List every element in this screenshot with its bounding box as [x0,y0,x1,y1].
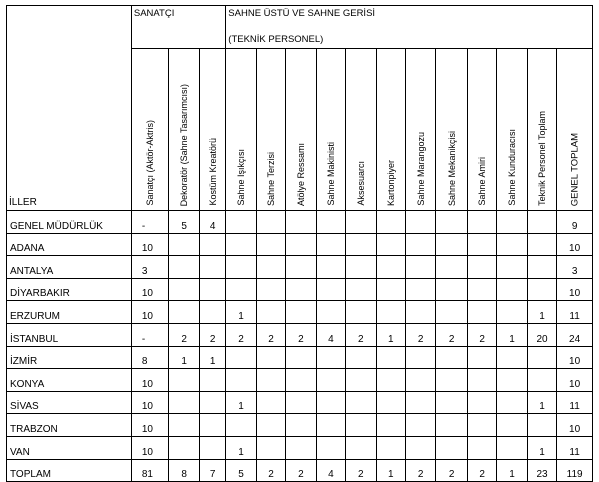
row-province: GENEL MÜDÜRLÜK [7,211,132,234]
table-cell [256,391,285,414]
table-cell [256,256,285,279]
table-row [7,369,593,392]
table-cell [405,391,435,414]
table-cell: 2 [256,323,285,346]
column-header [527,49,556,211]
table-cell [467,346,496,369]
table-cell: 10 [557,278,593,301]
table-row [7,323,593,346]
table-cell [436,369,467,392]
table-cell: 9 [557,211,593,234]
table-cell: 119 [557,459,593,482]
table-cell [226,346,256,369]
table-cell [436,391,467,414]
table-cell: 2 [405,323,435,346]
table-cell: 2 [286,323,316,346]
table-row [7,346,593,369]
table-cell [346,233,376,256]
table-cell [405,233,435,256]
table-cell: 1 [527,391,556,414]
column-header [405,49,435,211]
table-cell [286,233,316,256]
table-cell [527,369,556,392]
table-row [7,256,593,279]
table-cell [467,369,496,392]
table-cell: 2 [467,459,496,482]
table-cell [316,211,345,234]
table-cell: 8 [131,346,169,369]
table-cell: 3 [557,256,593,279]
table-cell [316,369,345,392]
table-cell: 2 [346,459,376,482]
table-row [7,459,593,482]
column-header-label: Teknik Personel Toplam [537,111,547,206]
table-cell [256,301,285,324]
table-cell: - [131,211,169,234]
table-cell: 1 [226,301,256,324]
table-cell [497,414,527,437]
table-cell [316,391,345,414]
table-cell [346,211,376,234]
table-cell: 10 [131,278,169,301]
table-cell [436,436,467,459]
table-cell: 10 [131,369,169,392]
table-cell [199,391,225,414]
table-cell: 2 [405,459,435,482]
table-cell: 1 [527,436,556,459]
table-cell [256,436,285,459]
table-cell: 5 [169,211,199,234]
column-header-label: Atölye Ressamı [295,142,306,206]
table-cell [497,256,527,279]
table-cell [199,278,225,301]
table-cell: 2 [256,459,285,482]
column-header [436,49,467,211]
row-province: İZMİR [7,346,132,369]
column-header [497,49,527,211]
table-row [7,414,593,437]
table-cell [346,301,376,324]
table-cell [497,391,527,414]
column-header-label: Sahne Terzisi [265,152,276,206]
table-cell: - [131,323,169,346]
table-cell [316,436,345,459]
table-row [7,278,593,301]
column-header-label: Aksesuarcı [355,161,366,206]
table-cell [497,211,527,234]
column-header-label: Sahne Mekanikçisi [446,130,457,206]
table-cell [436,211,467,234]
table-cell: 24 [557,323,593,346]
column-header-label: Sanatçı (Aktör-Aktris) [145,120,156,206]
table-cell [286,436,316,459]
table-cell: 10 [131,233,169,256]
column-header [226,49,256,211]
table-cell [346,369,376,392]
table-cell [405,369,435,392]
row-province: VAN [7,436,132,459]
table-cell: 10 [557,369,593,392]
table-cell: 4 [316,459,345,482]
table-cell: 2 [467,323,496,346]
column-header [346,49,376,211]
table-cell [405,346,435,369]
table-cell: 1 [199,346,225,369]
table-cell [256,233,285,256]
table-cell [527,414,556,437]
table-cell [346,414,376,437]
table-cell: 20 [527,323,556,346]
table-cell [316,301,345,324]
table-cell: 11 [557,301,593,324]
table-cell [316,256,345,279]
table-cell [169,301,199,324]
table-cell [497,233,527,256]
table-cell: 2 [346,323,376,346]
row-province: SİVAS [7,391,132,414]
personnel-table [6,5,593,482]
table-row [7,391,593,414]
column-header [376,49,405,211]
table-cell [199,369,225,392]
column-header [199,49,225,211]
table-cell [199,414,225,437]
table-cell: 2 [436,323,467,346]
table-cell: 10 [131,391,169,414]
table-cell [527,278,556,301]
table-cell [497,278,527,301]
table-cell: 5 [226,459,256,482]
table-cell [376,301,405,324]
table-cell [346,391,376,414]
column-header [286,49,316,211]
table-cell [199,233,225,256]
table-cell [169,414,199,437]
column-header-label: Kostüm Kreatörü [207,138,218,206]
table-cell: 10 [131,414,169,437]
column-header-label: Dekoratör (Sahne Tasarımcısı) [179,83,190,206]
table-cell [376,233,405,256]
column-header [316,49,345,211]
table-cell: 2 [436,459,467,482]
table-cell [436,256,467,279]
table-cell [527,211,556,234]
table-cell [467,278,496,301]
table-cell [436,233,467,256]
table-cell [316,278,345,301]
table-cell [169,436,199,459]
table-cell: 23 [527,459,556,482]
row-province: İSTANBUL [7,323,132,346]
table-cell [316,233,345,256]
table-cell: 3 [131,256,169,279]
table-cell: 10 [557,233,593,256]
column-header-label: Kartonpiyer [385,159,396,206]
table-cell [286,301,316,324]
table-cell: 81 [131,459,169,482]
row-province: DİYARBAKIR [7,278,132,301]
table-cell [376,436,405,459]
table-cell [376,391,405,414]
table-cell [226,278,256,301]
row-province: ADANA [7,233,132,256]
table-row [7,301,593,324]
table-cell: 2 [169,323,199,346]
table-cell [497,301,527,324]
row-province: KONYA [7,369,132,392]
table-cell [467,414,496,437]
row-province: ANTALYA [7,256,132,279]
table-cell [467,233,496,256]
table-cell [376,369,405,392]
column-header [467,49,496,211]
table-cell [467,436,496,459]
table-cell [467,211,496,234]
table-cell [405,256,435,279]
table-cell [226,233,256,256]
table-cell: 1 [527,301,556,324]
table-cell [497,369,527,392]
column-header [256,49,285,211]
table-cell: 1 [497,459,527,482]
column-header-label: Sahne Kunduracısı [507,129,518,206]
table-cell [527,346,556,369]
table-cell [376,414,405,437]
table-cell [346,256,376,279]
header-sanatci-group: SANATÇI [131,6,225,49]
table-cell [376,256,405,279]
table-cell [316,346,345,369]
table-cell: 10 [131,436,169,459]
row-province: TOPLAM [7,459,132,482]
table-cell [316,414,345,437]
table-cell: 4 [316,323,345,346]
table-cell [226,211,256,234]
row-province: TRABZON [7,414,132,437]
table-cell [376,346,405,369]
table-cell [436,346,467,369]
table-row [7,233,593,256]
table-cell: 2 [226,323,256,346]
table-cell: 4 [199,211,225,234]
table-cell: 7 [199,459,225,482]
table-cell [376,211,405,234]
table-cell [199,256,225,279]
table-cell [405,301,435,324]
table-cell [405,278,435,301]
table-cell: 1 [226,391,256,414]
table-cell [169,391,199,414]
column-header [131,49,169,211]
table-cell: 8 [169,459,199,482]
table-cell [527,233,556,256]
table-cell [286,369,316,392]
table-cell [436,278,467,301]
table-cell [467,391,496,414]
table-cell [199,301,225,324]
table-cell: 10 [131,301,169,324]
table-cell: 10 [557,346,593,369]
table-cell [256,211,285,234]
table-cell [405,436,435,459]
table-cell [256,414,285,437]
header-iller: İLLER [7,6,132,211]
table-cell [169,369,199,392]
column-header [557,49,593,211]
table-cell [286,278,316,301]
table-cell: 1 [226,436,256,459]
table-cell [226,369,256,392]
table-cell [286,346,316,369]
table-cell: 10 [557,414,593,437]
table-cell: 2 [286,459,316,482]
table-cell: 1 [376,323,405,346]
table-cell [346,278,376,301]
table-row [7,436,593,459]
table-cell [497,346,527,369]
table-cell [286,256,316,279]
table-cell [527,256,556,279]
table-cell [405,211,435,234]
table-cell [405,414,435,437]
table-cell [169,233,199,256]
table-cell [376,278,405,301]
table-cell [169,278,199,301]
table-cell [169,256,199,279]
table-cell [226,414,256,437]
table-cell: 2 [199,323,225,346]
table-cell [497,436,527,459]
table-cell [286,391,316,414]
row-province: ERZURUM [7,301,132,324]
table-cell [436,301,467,324]
table-cell [199,436,225,459]
column-header-label: Sahne Amiri [477,157,488,206]
column-header-label: Sahne Makinisti [325,142,336,206]
table-cell [467,256,496,279]
table-cell [467,301,496,324]
column-header-label: Sahne Marangozu [415,132,426,206]
table-cell [226,256,256,279]
column-header [169,49,199,211]
table-cell [346,436,376,459]
header-sahne-sub: (TEKNİK PERSONEL) [226,34,593,49]
table-cell: 1 [497,323,527,346]
table-cell [286,414,316,437]
header-sahne-group: SAHNE ÜSTÜ VE SAHNE GERİSİ [226,6,593,35]
table-cell [436,414,467,437]
table-cell: 11 [557,436,593,459]
table-cell [256,278,285,301]
column-header-label: Sahne Işıkçısı [236,149,247,206]
table-cell: 11 [557,391,593,414]
table-cell: 1 [376,459,405,482]
table-row [7,211,593,234]
table-cell [256,346,285,369]
column-header-label: GENEL TOPLAM [569,132,581,206]
table-cell [286,211,316,234]
table-cell [346,346,376,369]
table-cell [256,369,285,392]
table-cell: 1 [169,346,199,369]
